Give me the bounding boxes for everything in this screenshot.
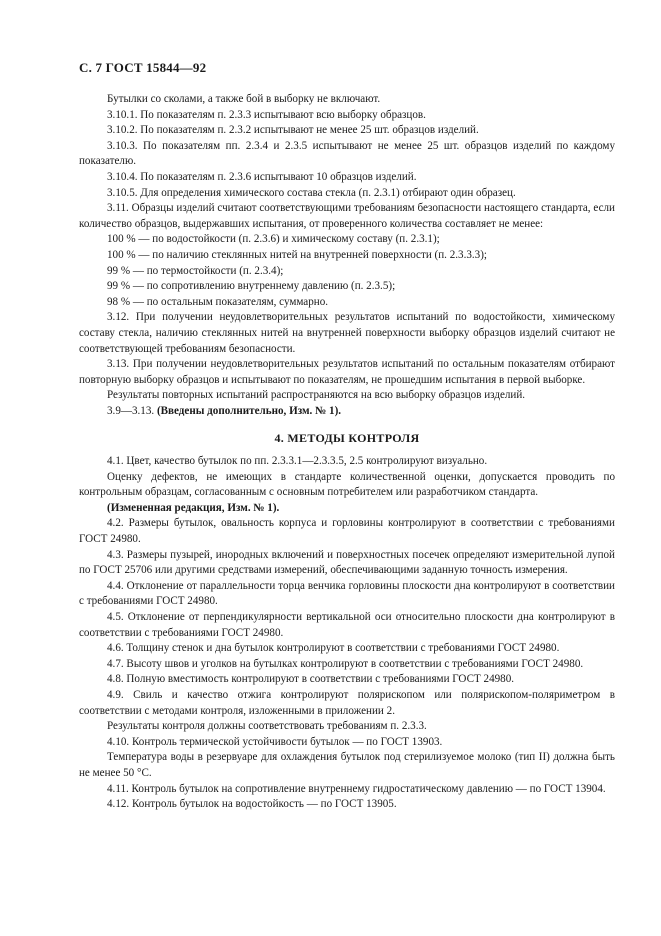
list-item: 98 % — по остальным показателям, суммарно. (107, 295, 329, 308)
paragraph: 3.10.2. По показателям п. 2.3.2 испытывают не менее 25 шт. образцов изделий. (107, 124, 479, 137)
paragraph: 3.10.4. По показателям п. 2.3.6 испытывают 10 образцов изделий. (107, 170, 417, 183)
paragraph: 4.12. Контроль бутылок на водостойкость — по ГОСТ 13905. (107, 798, 397, 811)
paragraph: 4.8. Полную вместимость контролируют в соответствии с требованиями ГОСТ 24980. (107, 673, 515, 686)
paragraph: 4.1. Цвет, качество бутылок по пп. 2.3.3.1—2.3.3.5, 2.5 контролируют визуально. (107, 455, 488, 468)
list-item: 100 % — по наличию стеклянных нитей на внутренней поверхности (п. 2.3.3.3); (107, 248, 487, 261)
amendment-note (79, 404, 615, 420)
paragraph: 4.5. Отклонение от перпендикулярности вертикальной оси относительно плоскости дна контролируют в соответствии с требованиями ГОСТ 24980. (79, 611, 615, 639)
paragraph: 4.4. Отклонение от параллельности торца венчика горловины плоскости дна контролируют в соответствии с требованиями ГОСТ 24980. (79, 579, 615, 608)
paragraph: Результаты повторных испытаний распространяются на всю выборку образцов изделий. (107, 389, 526, 402)
paragraph: 4.7. Высоту швов и уголков на бутылках контролируют в соответствии с требованиями ГОСТ 24980. (107, 657, 584, 670)
paragraph: 4.3. Размеры пузырей, инородных включений и поверхностных посечек определяют измерительной лупой по ГОСТ 25706 или другими средствами измерений, обеспечивающими заданную точность измерения. (79, 548, 615, 577)
paragraph: Результаты контроля должны соответствовать требованиям п. 2.3.3. (107, 720, 427, 733)
paragraph: 3.10.5. Для определения химического состава стекла (п. 2.3.1) отбирают один образец. (107, 186, 516, 199)
paragraph: 3.10.1. По показателям п. 2.3.3 испытывают всю выборку образцов. (107, 108, 426, 121)
paragraph: 3.12. При получении неудовлетворительных результатов испытаний по водостойкости, химическому составу стекла, наличию стеклянных нитей на внутренней поверхности выборку образцов изделий считают не соответствующей требованиям безопасности. (79, 311, 615, 355)
list-item: 99 % — по термостойкости (п. 2.3.4); (107, 264, 284, 277)
paragraph: 4.2. Размеры бутылок, овальность корпуса и горловины контролируют в соответствии с требованиями ГОСТ 24980. (79, 517, 615, 546)
list-item: 99 % — по сопротивлению внутреннему давлению (п. 2.3.5); (107, 280, 396, 293)
paragraph: 3.11. Образцы изделий считают соответствующими требованиям безопасности настоящего стандарта, если количество образцов, выдержавших испытания, от проверенного количества составляет не менее: (79, 202, 615, 230)
paragraph: 4.6. Толщину стенок и дна бутылок контролируют в соответствии с требованиями ГОСТ 24980. (107, 642, 560, 655)
paragraph: Оценку дефектов, не имеющих в стандарте количественной оценки, допускается проводить по контрольным образцам, согласованным с основным потребителем или разработчиком стандарта. (79, 470, 615, 499)
paragraph: 3.10.3. По показателям пп. 2.3.4 и 2.3.5 испытывают не менее 25 шт. образцов изделий по каждому показателю. (79, 139, 615, 168)
paragraph: Температура воды в резервуаре для охлаждения бутылок под стерилизуемое молоко (тип II) должна быть не менее 50 °С. (79, 751, 615, 779)
amendment-note: (Измененная редакция, Изм. № 1). (107, 501, 280, 514)
section-heading: 4. МЕТОДЫ КОНТРОЛЯ (274, 431, 420, 446)
paragraph: 4.11. Контроль бутылок на сопротивление внутреннему гидростатическому давлению — по ГОСТ 13904. (107, 782, 606, 795)
paragraph: 3.13. При получении неудовлетворительных результатов испытаний по остальным показателям отбирают повторную выборку образцов и испытывают по показателям, не прошедшим испытания в первой выборке. (79, 358, 615, 386)
amendment-range: 3.9—3.13. (107, 404, 155, 417)
list-item: 100 % — по водостойкости (п. 2.3.6) и химическому составу (п. 2.3.1); (107, 233, 440, 246)
page-header: С. 7 ГОСТ 15844—92 (79, 60, 207, 75)
paragraph: Бутылки со сколами, а также бой в выборку не включают. (107, 93, 381, 105)
paragraph: 4.9. Свиль и качество отжига контролируют полярископом или полярископом-поляриметром в соответствии с методами контроля, изложенными в приложении 2. (79, 688, 615, 717)
document-body (79, 92, 615, 813)
amendment-text: (Введены дополнительно, Изм. № 1). (156, 404, 342, 417)
paragraph: 4.10. Контроль термической устойчивости бутылок — по ГОСТ 13903. (107, 735, 443, 748)
